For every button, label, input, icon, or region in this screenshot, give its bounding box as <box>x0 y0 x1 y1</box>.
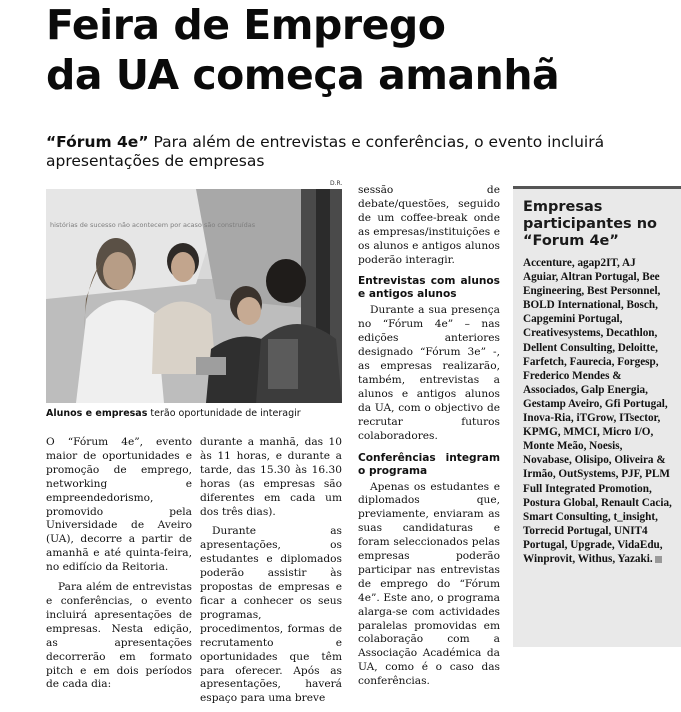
article-column-3 <box>358 184 500 695</box>
companies-sidebar <box>513 186 681 647</box>
photo-credit: D.R. <box>330 180 343 187</box>
col3-paragraph-2: Durante a sua presença no “Fórum 4e” – nas edições anteriores designado “Fórum 3e” -, as empresas realizarão, também, entrevistas a alunos e antigos alunos da UA, com o objectivo de recrutar futuros colaboradores. <box>358 304 500 442</box>
article-column-1 <box>46 436 192 698</box>
photo-illustration <box>46 189 342 403</box>
col3-paragraph-3: Apenas os estudantes e diplomados que, previamente, enviaram as suas candidaturas e foram seleccionados pelas empresas poderão participar nas entrevistas de emprego do “Fórum 4e”. Este ano, o programa alarga-se com actividades paralelas promovidas em colaboração com a Associação Académica da UA, como é o caso das conferências. <box>358 480 500 688</box>
headline-line-2: da UA começa amanhã <box>46 51 560 99</box>
headline-line-1: Feira de Emprego <box>46 1 446 49</box>
lead-paragraph <box>46 133 636 171</box>
col2-paragraph-2: Durante as apresentações, os estudantes e diplomados poderão assistir às propostas de empresas e ficar a conhecer os seus programas, procedimentos, formas de recrutamento e oportunidades que têm para oferecer. Após as apresentações, haverá espaço para uma breve <box>200 525 342 705</box>
companies-list-text: Accenture, agap2IT, AJ Aguiar, Altran Portugal, Bee Engineering, Best Personnel, BOLD International, Bosch, Capgemini Portugal, Creativesystems, Decathlon, Dellent Consulting, Deloitte, Farfetch, Faurecia, Forgesp, Frederico Mendes & Associados, Galp Energia, Gestamp Aveiro, Gfi Portugal, Inova-Ria, iTGrow, ITsector, KPMG, MMCI, Micro I/O, Monte Meão, Noesis, Novabase, Olisipo, Oliveira & Irmão, OutSystems, PJF, PLM Full Integrated Promotion, Postura Global, Renault Cacia, Smart Consulting, t_insight, Torrecid Portugal, UNIT4 Portugal, Upgrade, VidaEdu, Winprovit, Withus, Yazaki. <box>523 257 672 565</box>
subheading-interviews: Entrevistas com alunos e antigos alunos <box>358 275 500 301</box>
lead-text: Para além de entrevistas e conferências, o evento incluirá apresentações de empresas <box>46 133 605 170</box>
photo-caption <box>46 408 346 420</box>
photo-banner-text: histórias de sucesso não acontecem por acaso são construídas <box>50 221 256 229</box>
companies-list <box>523 256 673 566</box>
caption-bold: Alunos e empresas <box>46 408 148 419</box>
article-photo <box>46 189 342 403</box>
subheading-conferences: Conferências integram o programa <box>358 451 500 477</box>
col1-paragraph-2: Para além de entrevistas e conferências, o evento incluirá apresentações de empresas. Nesta edição, as apresentações decorrerão em formato pitch e em dois períodos de cada dia: <box>46 581 192 691</box>
article-column-2 <box>200 436 342 712</box>
col3-paragraph-1: sessão de debate/questões, seguido de um coffee-break onde as empresas/instituições e os alunos e antigos alunos poderão interagir. <box>358 184 500 266</box>
col2-paragraph-1: durante a manhã, das 10 às 11 horas, e durante a tarde, das 15.30 às 16.30 horas (as empresas são diferentes em cada um dos três dias). <box>200 436 342 518</box>
col1-paragraph-1: O “Fórum 4e”, evento maior de oportunidades e promoção de emprego, networking e empreendedorismo, promovido pela Universidade de Aveiro (UA), decorre a partir de amanhã e até quinta-feira, no edifício da Reitoria. <box>46 436 192 574</box>
end-mark-icon <box>655 556 662 563</box>
caption-text: terão oportunidade de interagir <box>150 408 301 419</box>
lead-kicker: “Fórum 4e” <box>46 133 149 151</box>
sidebar-title: Empresas participantes no “Forum 4e” <box>523 199 657 249</box>
headline <box>46 0 666 100</box>
